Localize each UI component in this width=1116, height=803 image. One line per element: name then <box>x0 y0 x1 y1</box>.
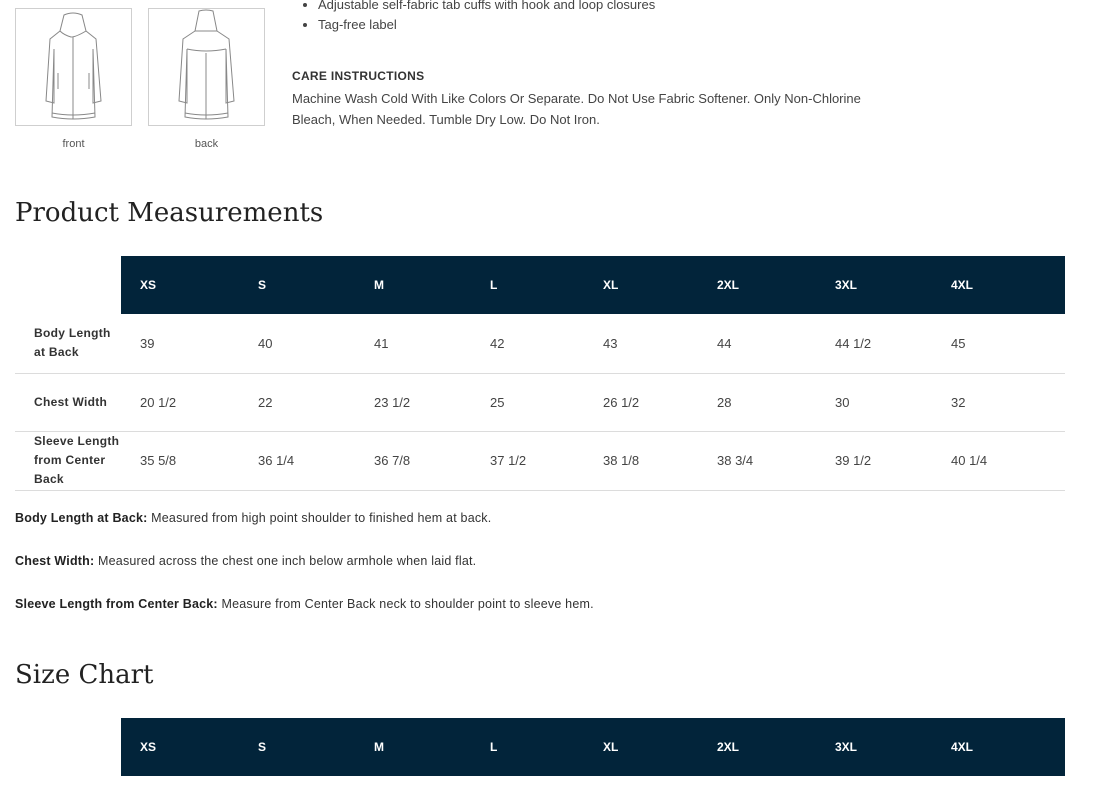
size-header: 4XL <box>932 256 1065 314</box>
table-cell: 20 1/2 <box>121 373 239 431</box>
table-cell: 30 <box>816 373 932 431</box>
table-cell: 25 <box>471 373 584 431</box>
table-cell: 42 <box>471 314 584 373</box>
size-header: M <box>355 718 471 776</box>
table-row <box>15 431 1065 490</box>
thumbnail-front[interactable] <box>15 8 132 126</box>
size-header-row <box>15 718 1065 776</box>
feature-item: • Adjustable self-fabric tab cuffs with hook and loop closures <box>318 0 655 15</box>
definition-chest-width <box>15 554 476 568</box>
size-header: M <box>355 256 471 314</box>
definition-term: Chest Width: <box>15 554 95 568</box>
size-header: L <box>471 718 584 776</box>
care-instructions-title: CARE INSTRUCTIONS <box>292 69 425 83</box>
thumbnail-front-label: front <box>62 138 85 150</box>
table-cell: 40 <box>239 314 355 373</box>
table-cell: 44 <box>698 314 816 373</box>
size-header: S <box>239 256 355 314</box>
definition-text: Measured across the chest one inch below armhole when laid flat. <box>94 554 477 568</box>
definition-text: Measure from Center Back neck to shoulder point to sleeve hem. <box>217 597 594 611</box>
table-cell: 38 1/8 <box>584 431 698 490</box>
table-cell: 26 1/2 <box>584 373 698 431</box>
table-cell: 39 1/2 <box>816 431 932 490</box>
size-header: XS <box>121 256 239 314</box>
size-header: S <box>239 718 355 776</box>
table-corner <box>15 718 121 776</box>
table-row <box>15 373 1065 431</box>
size-header: 3XL <box>816 718 932 776</box>
table-cell: 35 5/8 <box>121 431 239 490</box>
definition-term: Body Length at Back: <box>15 511 148 525</box>
feature-item: • Tag-free label <box>318 15 655 35</box>
table-cell: 37 1/2 <box>471 431 584 490</box>
size-header: 4XL <box>932 718 1065 776</box>
size-header-row <box>15 256 1065 314</box>
table-row <box>15 314 1065 373</box>
size-header: L <box>471 256 584 314</box>
size-chart-title: Size Chart <box>15 660 154 690</box>
table-corner <box>15 256 121 314</box>
table-cell: 23 1/2 <box>355 373 471 431</box>
thumbnail-back-label: back <box>194 138 219 150</box>
thumbnail-back[interactable] <box>148 8 265 126</box>
row-label: Chest Width <box>15 373 121 431</box>
size-header: XS <box>121 718 239 776</box>
table-cell: 36 1/4 <box>239 431 355 490</box>
size-header: XL <box>584 718 698 776</box>
table-cell: 28 <box>698 373 816 431</box>
table-cell: 44 1/2 <box>816 314 932 373</box>
care-instructions-text: Machine Wash Cold With Like Colors Or Separate. Do Not Use Fabric Softener. Only Non-Chlorine Bleach, When Needed. Tumble Dry Low. Do Not Iron. <box>292 91 861 127</box>
coat-back-icon <box>149 9 264 125</box>
table-cell: 38 3/4 <box>698 431 816 490</box>
size-header: 2XL <box>698 256 816 314</box>
table-cell: 22 <box>239 373 355 431</box>
definition-sleeve-length <box>15 597 594 611</box>
table-cell: 41 <box>355 314 471 373</box>
table-cell: 32 <box>932 373 1065 431</box>
table-cell: 39 <box>121 314 239 373</box>
row-label: Sleeve Length from Center Back <box>15 431 121 490</box>
table-cell: 45 <box>932 314 1065 373</box>
row-label: Body Length at Back <box>15 314 121 373</box>
table-cell: 40 1/4 <box>932 431 1065 490</box>
definition-text: Measured from high point shoulder to finished hem at back. <box>147 511 492 525</box>
size-chart-table <box>15 718 1065 776</box>
feature-list <box>302 0 655 35</box>
size-header: 2XL <box>698 718 816 776</box>
product-measurements-title: Product Measurements <box>15 198 324 228</box>
definition-body-length <box>15 511 491 525</box>
definition-term: Sleeve Length from Center Back: <box>15 597 218 611</box>
coat-front-icon <box>16 9 131 125</box>
size-header: XL <box>584 256 698 314</box>
table-cell: 36 7/8 <box>355 431 471 490</box>
measurements-table <box>15 256 1065 491</box>
table-cell: 43 <box>584 314 698 373</box>
size-header: 3XL <box>816 256 932 314</box>
